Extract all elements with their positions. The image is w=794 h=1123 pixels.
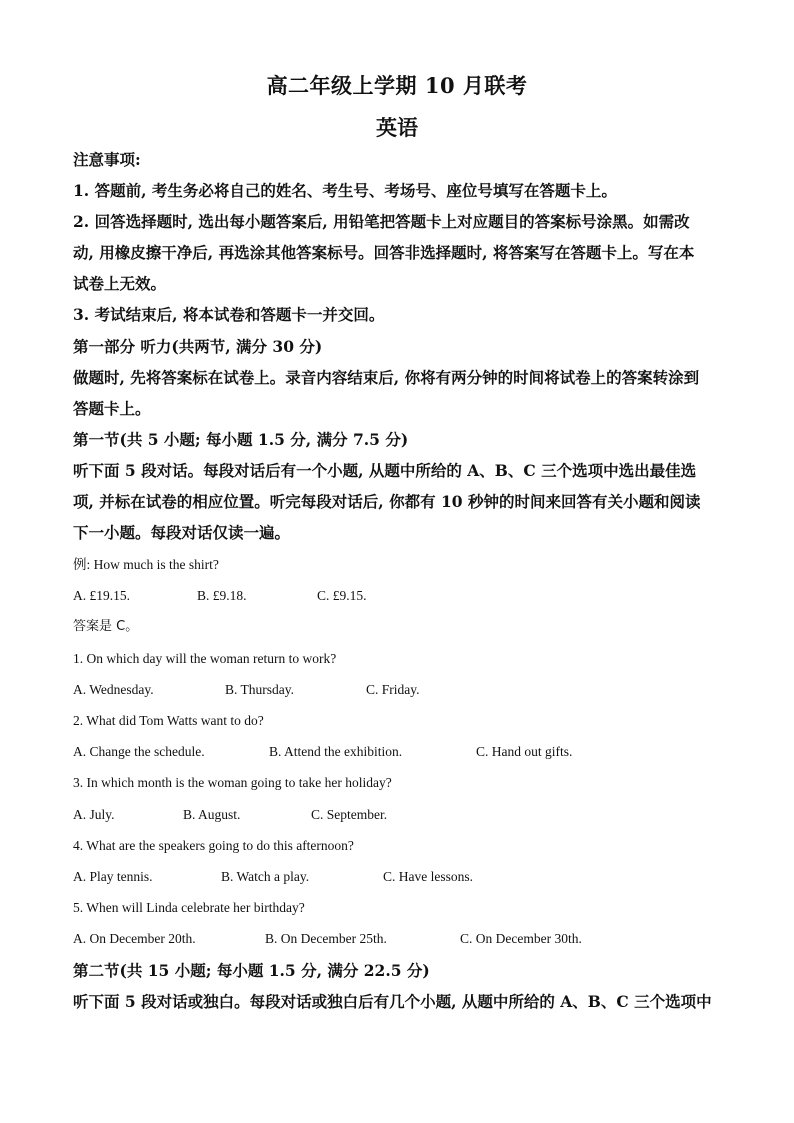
q4-option-c: C. Have lessons. — [383, 869, 473, 884]
question-3: 3. In which month is the woman going to take her holiday? — [73, 775, 392, 790]
notes-item-2: 2. 回答选择题时, 选出每小题答案后, 用铅笔把答题卡上对应题目的答案标号涂黑。如需改 — [73, 212, 690, 231]
q3-option-c: C. September. — [311, 807, 388, 822]
notes-item-3: 3. 考试结束后, 将本试卷和答题卡一并交回。 — [73, 305, 385, 324]
section2-heading: 第二节(共 15 小题; 每小题 1.5 分, 满分 22.5 分) — [73, 961, 430, 980]
part1-intro-line-2: 答题卡上。 — [73, 399, 151, 418]
example-question: 例: How much is the shirt? — [73, 557, 219, 572]
q1-option-c: C. Friday. — [366, 682, 420, 697]
section1-intro-line-2: 项, 并标在试卷的相应位置。听完每段对话后, 你都有 10 秒钟的时间来回答有关小题和阅读 — [73, 492, 701, 511]
q4-option-a: A. Play tennis. — [73, 869, 153, 884]
section1-intro-line-1: 听下面 5 段对话。每段对话后有一个小题, 从题中所给的 A、B、C 三个选项中选出最佳选 — [73, 461, 697, 480]
q3-option-a: A. July. — [73, 807, 115, 822]
question-2: 2. What did Tom Watts want to do? — [73, 713, 264, 728]
example-option-c: C. £9.15. — [317, 588, 367, 603]
exam-title: 高二年级上学期 10 月联考 — [266, 73, 528, 98]
section1-heading: 第一节(共 5 小题; 每小题 1.5 分, 满分 7.5 分) — [73, 430, 409, 449]
q5-option-b: B. On December 25th. — [265, 931, 387, 946]
question-5: 5. When will Linda celebrate her birthday? — [73, 900, 305, 915]
q1-option-a: A. Wednesday. — [73, 682, 154, 697]
example-option-b: B. £9.18. — [197, 588, 247, 603]
q3-option-b: B. August. — [183, 807, 241, 822]
q2-option-c: C. Hand out gifts. — [476, 744, 573, 759]
q2-option-a: A. Change the schedule. — [73, 744, 205, 759]
section1-intro-line-3: 下一小题。每段对话仅读一遍。 — [73, 523, 291, 542]
exam-subject: 英语 — [376, 115, 418, 140]
notes-item-1: 1. 答题前, 考生务必将自己的姓名、考生号、考场号、座位号填写在答题卡上。 — [73, 181, 617, 200]
example-answer: 答案是 C。 — [73, 619, 139, 634]
example-option-a: A. £19.15. — [73, 588, 130, 603]
section2-intro-line-1: 听下面 5 段对话或独白。每段对话或独白后有几个小题, 从题中所给的 A、B、C 三个选项中 — [73, 992, 712, 1011]
q2-option-b: B. Attend the exhibition. — [269, 744, 403, 759]
q5-option-a: A. On December 20th. — [73, 931, 196, 946]
notes-item-2-cont: 动, 用橡皮擦干净后, 再选涂其他答案标号。回答非选择题时, 将答案写在答题卡上。写在本 — [73, 243, 695, 262]
part1-heading: 第一部分 听力(共两节, 满分 30 分) — [73, 337, 323, 356]
notes-heading: 注意事项: — [73, 150, 141, 169]
q1-option-b: B. Thursday. — [225, 682, 294, 697]
q4-option-b: B. Watch a play. — [221, 869, 310, 884]
part1-intro-line-1: 做题时, 先将答案标在试卷上。录音内容结束后, 你将有两分钟的时间将试卷上的答案转涂到 — [73, 368, 700, 387]
q5-option-c: C. On December 30th. — [460, 931, 582, 946]
question-1: 1. On which day will the woman return to work? — [73, 651, 337, 666]
notes-item-2-end: 试卷上无效。 — [73, 274, 167, 293]
question-4: 4. What are the speakers going to do this afternoon? — [73, 838, 354, 853]
